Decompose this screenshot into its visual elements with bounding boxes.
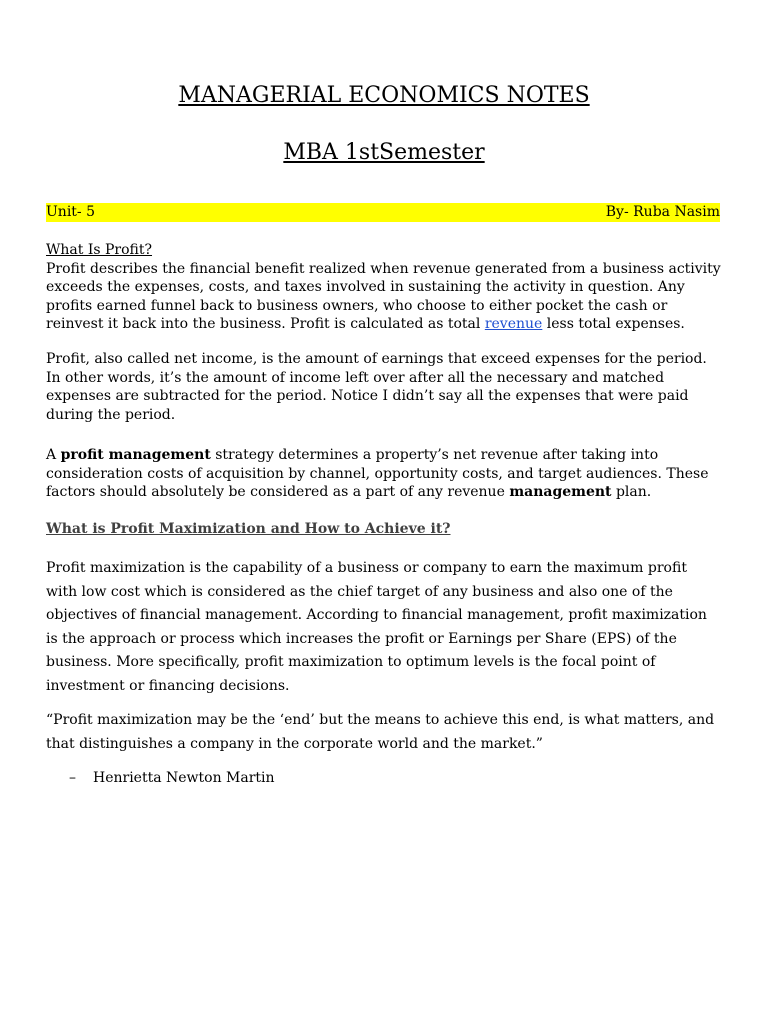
pm-text-a: A	[46, 447, 61, 463]
profit-paragraph-1-end: less total expenses.	[542, 316, 685, 332]
profit-management-paragraph	[46, 446, 722, 502]
what-is-profit-section	[46, 241, 722, 334]
profit-paragraph-2: Profit, also called net income, is the amount of earnings that exceed expenses for the period. In other words, it’s the amount of income left over after all the necessary and matched expenses are subtracted for the period. Notice I didn’t say all the expenses that were paid during the period.	[46, 351, 707, 423]
profit-maximization-paragraph: Profit maximization is the capability of a business or company to earn the maximum profit with low cost which is considered as the chief target of any business and also one of the objectives of financial management. According to financial management, profit maximization is the approach or process which increases the profit or Earnings per Share (EPS) of the business. More specifically, profit maximization to optimum levels is the focal point of investment or financing decisions.	[46, 560, 707, 694]
what-is-profit-heading: What Is Profit?	[46, 242, 153, 258]
profit-paragraph-1: Profit describes the financial benefit realized when revenue generated from a business activity exceeds the expenses, costs, and taxes involved in sustaining the activity in question. Any profits earned funnel back to business owners, who choose to either pocket the cash or reinvest it back into the business. Profit is calculated as total	[46, 260, 721, 332]
document-subtitle: MBA 1stSemester	[283, 140, 485, 165]
profit-maximization-heading: What is Profit Maximization and How to Achieve it?	[46, 521, 451, 537]
pm-text-c: plan.	[611, 484, 652, 500]
pm-bold-1: profit management	[60, 447, 211, 463]
attribution-name: Henrietta Newton Martin	[93, 770, 275, 786]
pm-bold-2: management	[509, 484, 612, 500]
attribution-dash: –	[69, 770, 76, 786]
quote-attribution	[69, 770, 275, 786]
unit-bar	[46, 203, 720, 222]
unit-label: Unit- 5	[46, 204, 96, 220]
pm-text-b: strategy determines a property’s net revenue after taking into consideration costs of acquisition by channel, opportunity costs, and target audiences. These factors should absolutely be considered as a part of any revenue	[46, 447, 709, 500]
quote-paragraph: “Profit maximization may be the ‘end’ but the means to achieve this end, is what matters, and that distinguishes a company in the corporate world and the market.”	[46, 712, 715, 752]
revenue-link[interactable]: revenue	[484, 316, 543, 332]
author-label: By- Ruba Nasim	[605, 204, 720, 220]
document-title: MANAGERIAL ECONOMICS NOTES	[178, 83, 590, 108]
